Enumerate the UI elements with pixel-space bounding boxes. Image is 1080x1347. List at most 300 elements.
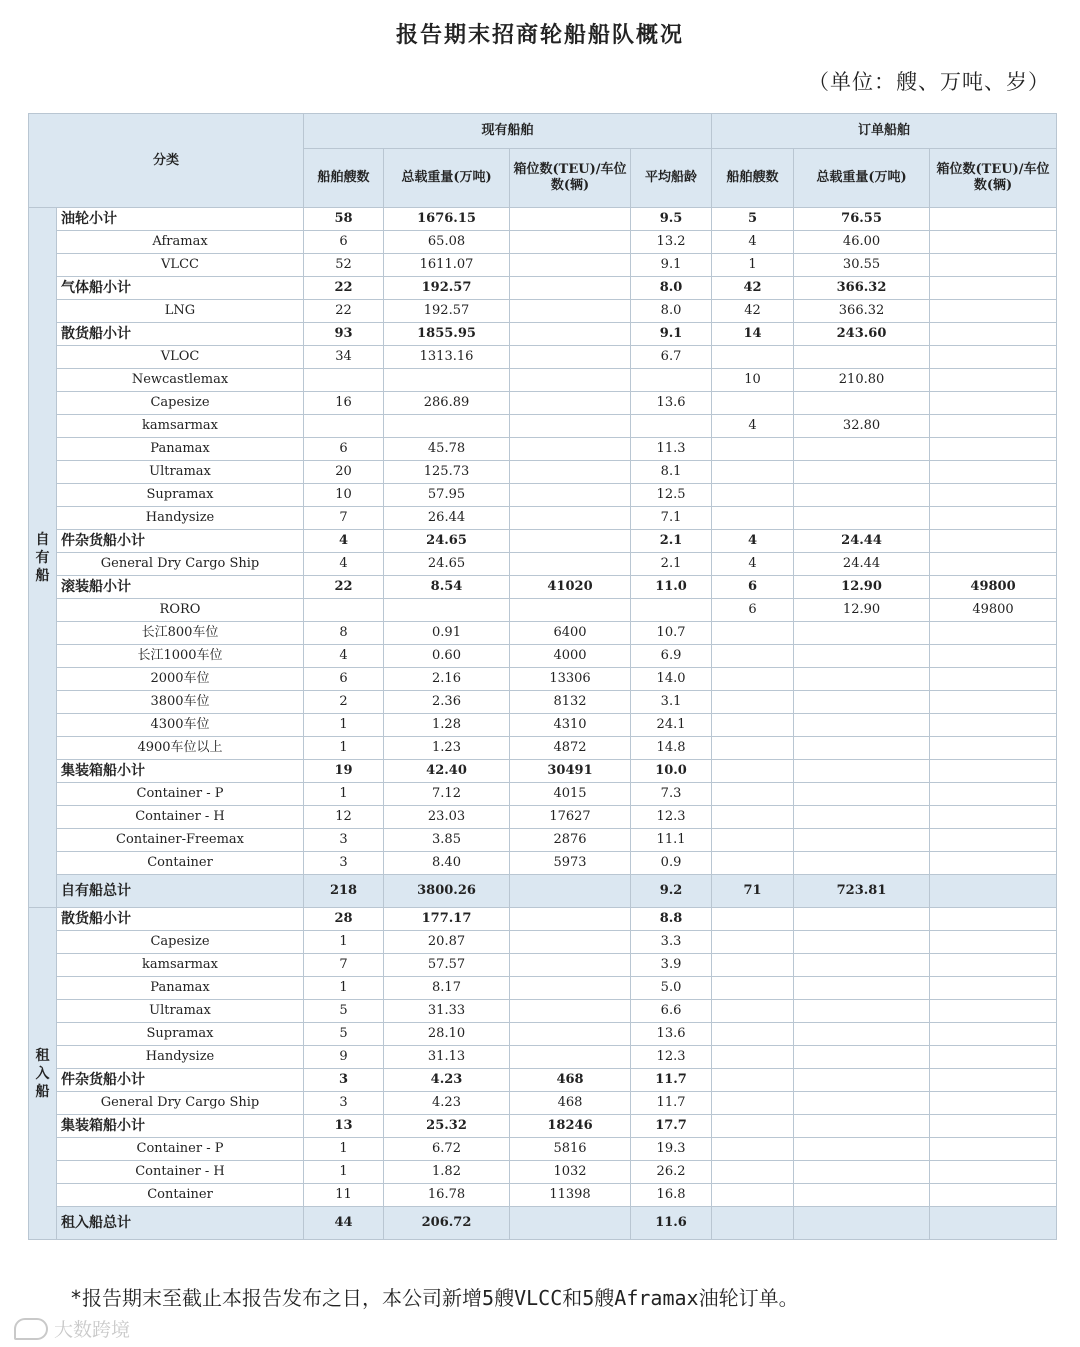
cell: 26.2	[631, 1161, 712, 1184]
cell	[510, 254, 631, 277]
cell	[510, 553, 631, 576]
cell: 4	[304, 530, 384, 553]
cell: 468	[510, 1069, 631, 1092]
cell: 7.12	[384, 783, 510, 806]
total-cell	[794, 1207, 930, 1240]
cell: 9.1	[631, 254, 712, 277]
cell	[930, 1138, 1057, 1161]
cell	[794, 461, 930, 484]
cell	[930, 1069, 1057, 1092]
cell: 4	[712, 231, 794, 254]
cell	[930, 852, 1057, 875]
cell	[930, 714, 1057, 737]
subtotal-row	[29, 1115, 1057, 1138]
cell: 12.3	[631, 1046, 712, 1069]
cell: 4.23	[384, 1069, 510, 1092]
cell: 1032	[510, 1161, 631, 1184]
cell	[794, 783, 930, 806]
total-name: 租入船总计	[57, 1207, 304, 1240]
cell: 243.60	[794, 323, 930, 346]
group-label-chartered: 租入船	[29, 908, 57, 1240]
cell	[794, 1138, 930, 1161]
cell: 11.7	[631, 1092, 712, 1115]
cell: 25.32	[384, 1115, 510, 1138]
cell	[304, 415, 384, 438]
cell	[930, 1046, 1057, 1069]
cell	[930, 392, 1057, 415]
cell: 6	[304, 231, 384, 254]
cell: 1	[304, 1138, 384, 1161]
table-row	[29, 668, 1057, 691]
cell	[712, 1161, 794, 1184]
cell: 468	[510, 1092, 631, 1115]
cell	[510, 1023, 631, 1046]
cell: 1.28	[384, 714, 510, 737]
cell: 24.1	[631, 714, 712, 737]
row-name: Panamax	[57, 977, 304, 1000]
total-cell	[712, 1207, 794, 1240]
cell	[712, 977, 794, 1000]
cell	[712, 931, 794, 954]
cell: 8	[304, 622, 384, 645]
cell	[930, 369, 1057, 392]
cell	[794, 1115, 930, 1138]
cell	[794, 438, 930, 461]
row-name: 件杂货船小计	[57, 1069, 304, 1092]
row-name: Container - P	[57, 783, 304, 806]
total-row	[29, 875, 1057, 908]
row-name: Container - H	[57, 806, 304, 829]
total-cell	[510, 1207, 631, 1240]
cell: 14.0	[631, 668, 712, 691]
cell: 16.8	[631, 1184, 712, 1207]
cell	[712, 1046, 794, 1069]
header-order-dwt: 总载重量(万吨)	[794, 149, 930, 208]
cell: 22	[304, 300, 384, 323]
row-name: Capesize	[57, 392, 304, 415]
cell: 19	[304, 760, 384, 783]
cell: 1	[304, 931, 384, 954]
cell	[930, 231, 1057, 254]
header-order-teu: 箱位数(TEU)/车位数(辆)	[930, 149, 1057, 208]
header-orders: 订单船舶	[712, 114, 1057, 149]
cell: 14	[712, 323, 794, 346]
table-row	[29, 1023, 1057, 1046]
cell	[712, 392, 794, 415]
cell: 1	[304, 737, 384, 760]
cell: 1676.15	[384, 208, 510, 231]
subtotal-row	[29, 208, 1057, 231]
row-name: 4300车位	[57, 714, 304, 737]
cell	[510, 530, 631, 553]
cell	[510, 954, 631, 977]
row-name: Panamax	[57, 438, 304, 461]
total-cell	[930, 1207, 1057, 1240]
table-row	[29, 1092, 1057, 1115]
cell: 125.73	[384, 461, 510, 484]
total-cell: 3800.26	[384, 875, 510, 908]
cell: 1313.16	[384, 346, 510, 369]
row-name: Supramax	[57, 1023, 304, 1046]
cell: 286.89	[384, 392, 510, 415]
cell: 49800	[930, 576, 1057, 599]
cell	[510, 369, 631, 392]
cell: 8.40	[384, 852, 510, 875]
cell: 210.80	[794, 369, 930, 392]
cell: 1.23	[384, 737, 510, 760]
cell: 4	[304, 553, 384, 576]
cell: 30491	[510, 760, 631, 783]
cell: 17.7	[631, 1115, 712, 1138]
row-name: VLOC	[57, 346, 304, 369]
cell	[930, 484, 1057, 507]
cell: 46.00	[794, 231, 930, 254]
total-cell: 11.6	[631, 1207, 712, 1240]
table-row	[29, 1161, 1057, 1184]
cell: 7	[304, 954, 384, 977]
cell: 7.1	[631, 507, 712, 530]
cell: 57.95	[384, 484, 510, 507]
cell: 13	[304, 1115, 384, 1138]
row-name: Newcastlemax	[57, 369, 304, 392]
cell: 13306	[510, 668, 631, 691]
cell	[930, 254, 1057, 277]
cell: 3	[304, 829, 384, 852]
subtotal-row	[29, 323, 1057, 346]
cell: 4015	[510, 783, 631, 806]
row-name: Handysize	[57, 507, 304, 530]
cell	[794, 760, 930, 783]
cell: 4310	[510, 714, 631, 737]
cell	[510, 208, 631, 231]
row-name: General Dry Cargo Ship	[57, 1092, 304, 1115]
cell: 1	[304, 1161, 384, 1184]
row-name: Container	[57, 852, 304, 875]
cell: 4	[712, 530, 794, 553]
cell: 13.6	[631, 392, 712, 415]
table-row	[29, 977, 1057, 1000]
header-existing-age: 平均船龄	[631, 149, 712, 208]
row-name: Handysize	[57, 1046, 304, 1069]
cell	[794, 1069, 930, 1092]
cell: 30.55	[794, 254, 930, 277]
row-name: 气体船小计	[57, 277, 304, 300]
subtotal-row	[29, 1069, 1057, 1092]
cell	[712, 852, 794, 875]
cell: 0.9	[631, 852, 712, 875]
cell: 2	[304, 691, 384, 714]
cell	[510, 1046, 631, 1069]
cell	[794, 507, 930, 530]
table-row	[29, 852, 1057, 875]
row-name: Container-Freemax	[57, 829, 304, 852]
cell: 11	[304, 1184, 384, 1207]
cell: 42	[712, 300, 794, 323]
cell: 31.13	[384, 1046, 510, 1069]
table-row	[29, 691, 1057, 714]
cell: 42.40	[384, 760, 510, 783]
row-name: General Dry Cargo Ship	[57, 553, 304, 576]
cell: 42	[712, 277, 794, 300]
cell: 4	[712, 553, 794, 576]
cell: 19.3	[631, 1138, 712, 1161]
cell: 1611.07	[384, 254, 510, 277]
table-row	[29, 1138, 1057, 1161]
cell: 8.1	[631, 461, 712, 484]
cell	[510, 484, 631, 507]
cell	[930, 530, 1057, 553]
cell	[510, 415, 631, 438]
cell: 11.1	[631, 829, 712, 852]
total-cell: 218	[304, 875, 384, 908]
table-row	[29, 931, 1057, 954]
row-name: Container	[57, 1184, 304, 1207]
cell	[384, 415, 510, 438]
row-name: LNG	[57, 300, 304, 323]
cell	[930, 691, 1057, 714]
cell: 4	[304, 645, 384, 668]
cell: 1	[304, 977, 384, 1000]
cell: 20.87	[384, 931, 510, 954]
cell: 31.33	[384, 1000, 510, 1023]
cell	[930, 1092, 1057, 1115]
cell: 8.54	[384, 576, 510, 599]
cell	[631, 369, 712, 392]
group-label-owned: 自有船	[29, 208, 57, 908]
cell: 192.57	[384, 277, 510, 300]
cell	[631, 415, 712, 438]
table-row	[29, 231, 1057, 254]
table-row	[29, 954, 1057, 977]
cell: 7.3	[631, 783, 712, 806]
total-cell	[510, 875, 631, 908]
cell: 0.60	[384, 645, 510, 668]
cell	[794, 1046, 930, 1069]
row-name: kamsarmax	[57, 954, 304, 977]
cell	[631, 599, 712, 622]
cell	[510, 323, 631, 346]
table-row	[29, 1184, 1057, 1207]
table-row	[29, 346, 1057, 369]
cell	[930, 1184, 1057, 1207]
table-row	[29, 484, 1057, 507]
cell: 6	[304, 438, 384, 461]
cell	[930, 346, 1057, 369]
cell	[930, 415, 1057, 438]
cell: 1	[304, 714, 384, 737]
cell: 10.0	[631, 760, 712, 783]
row-name: Ultramax	[57, 461, 304, 484]
cell	[384, 369, 510, 392]
cell	[712, 346, 794, 369]
cell	[930, 977, 1057, 1000]
cell: 3.85	[384, 829, 510, 852]
cell	[712, 484, 794, 507]
cell: 34	[304, 346, 384, 369]
cell: 12	[304, 806, 384, 829]
cell: 3.3	[631, 931, 712, 954]
cell: 6	[712, 599, 794, 622]
cell	[794, 806, 930, 829]
total-cell: 206.72	[384, 1207, 510, 1240]
cell	[510, 392, 631, 415]
cell	[930, 300, 1057, 323]
cell	[930, 954, 1057, 977]
subtotal-row	[29, 908, 1057, 931]
cell: 13.2	[631, 231, 712, 254]
table-row	[29, 254, 1057, 277]
cell: 11.0	[631, 576, 712, 599]
cell: 52	[304, 254, 384, 277]
cell: 57.57	[384, 954, 510, 977]
cell: 366.32	[794, 277, 930, 300]
row-name: Container - P	[57, 1138, 304, 1161]
table-row	[29, 645, 1057, 668]
cell: 3.9	[631, 954, 712, 977]
row-name: 集装箱船小计	[57, 1115, 304, 1138]
cell: 58	[304, 208, 384, 231]
cell	[794, 622, 930, 645]
cell: 4872	[510, 737, 631, 760]
cell: 23.03	[384, 806, 510, 829]
cell: 5	[304, 1023, 384, 1046]
cell	[304, 599, 384, 622]
table-row	[29, 553, 1057, 576]
cell: 1.82	[384, 1161, 510, 1184]
cell: 76.55	[794, 208, 930, 231]
cell	[712, 1184, 794, 1207]
cell: 5973	[510, 852, 631, 875]
cell	[930, 438, 1057, 461]
row-name: kamsarmax	[57, 415, 304, 438]
table-row	[29, 369, 1057, 392]
cell	[930, 323, 1057, 346]
cell	[712, 806, 794, 829]
total-cell: 9.2	[631, 875, 712, 908]
cell	[794, 392, 930, 415]
cell	[510, 300, 631, 323]
table-body	[29, 208, 1057, 1240]
row-name: 散货船小计	[57, 323, 304, 346]
cell	[712, 908, 794, 931]
cell: 17627	[510, 806, 631, 829]
cell	[794, 645, 930, 668]
cell	[930, 507, 1057, 530]
cell	[510, 931, 631, 954]
subtotal-row	[29, 576, 1057, 599]
cell: 2.16	[384, 668, 510, 691]
row-name: 油轮小计	[57, 208, 304, 231]
cell: 16	[304, 392, 384, 415]
cell	[930, 760, 1057, 783]
cell: 14.8	[631, 737, 712, 760]
row-name: 件杂货船小计	[57, 530, 304, 553]
cell: 1	[304, 783, 384, 806]
cell: 10.7	[631, 622, 712, 645]
cell	[712, 438, 794, 461]
header-existing-count: 船舶艘数	[304, 149, 384, 208]
header-existing-teu: 箱位数(TEU)/车位数(辆)	[510, 149, 631, 208]
header-existing-dwt: 总载重量(万吨)	[384, 149, 510, 208]
cell: 10	[712, 369, 794, 392]
cell	[712, 1069, 794, 1092]
total-cell: 71	[712, 875, 794, 908]
header-existing: 现有船舶	[304, 114, 712, 149]
cell: 12.5	[631, 484, 712, 507]
watermark-text: 大数跨境	[54, 1319, 131, 1341]
row-name: VLCC	[57, 254, 304, 277]
cell	[794, 931, 930, 954]
table-row	[29, 507, 1057, 530]
cell: 11.7	[631, 1069, 712, 1092]
cell: 2.1	[631, 530, 712, 553]
row-name: Ultramax	[57, 1000, 304, 1023]
cell	[712, 1000, 794, 1023]
row-name: 2000车位	[57, 668, 304, 691]
cell: 177.17	[384, 908, 510, 931]
cell	[510, 438, 631, 461]
table-row	[29, 783, 1057, 806]
cell	[794, 954, 930, 977]
cell	[794, 714, 930, 737]
cell: 1855.95	[384, 323, 510, 346]
row-name: 集装箱船小计	[57, 760, 304, 783]
cell: 2.36	[384, 691, 510, 714]
cell: 3.1	[631, 691, 712, 714]
cell	[930, 737, 1057, 760]
cell	[794, 484, 930, 507]
cell: 24.44	[794, 553, 930, 576]
cell	[930, 1115, 1057, 1138]
cell	[384, 599, 510, 622]
cell: 26.44	[384, 507, 510, 530]
cell	[930, 645, 1057, 668]
cell	[712, 668, 794, 691]
cell	[510, 977, 631, 1000]
table-row	[29, 415, 1057, 438]
cell	[794, 691, 930, 714]
cell: 2.1	[631, 553, 712, 576]
table-row	[29, 829, 1057, 852]
cell	[712, 645, 794, 668]
cell: 22	[304, 277, 384, 300]
cell	[510, 346, 631, 369]
unit-note: （单位：艘、万吨、岁）	[808, 70, 1050, 94]
total-name: 自有船总计	[57, 875, 304, 908]
cell: 5816	[510, 1138, 631, 1161]
cell	[930, 208, 1057, 231]
cell: 6.9	[631, 645, 712, 668]
cell: 12.90	[794, 576, 930, 599]
cell: 41020	[510, 576, 631, 599]
cell	[712, 714, 794, 737]
cell: 0.91	[384, 622, 510, 645]
table-row	[29, 622, 1057, 645]
cell: 11.3	[631, 438, 712, 461]
cell	[930, 931, 1057, 954]
cell	[794, 1092, 930, 1115]
cell: 49800	[930, 599, 1057, 622]
cell	[930, 1023, 1057, 1046]
row-name: 3800车位	[57, 691, 304, 714]
cell	[712, 954, 794, 977]
cell	[510, 1000, 631, 1023]
total-cell	[930, 875, 1057, 908]
cell: 13.6	[631, 1023, 712, 1046]
cell	[712, 461, 794, 484]
chat-bubble-icon	[14, 1318, 48, 1340]
cell: 6400	[510, 622, 631, 645]
